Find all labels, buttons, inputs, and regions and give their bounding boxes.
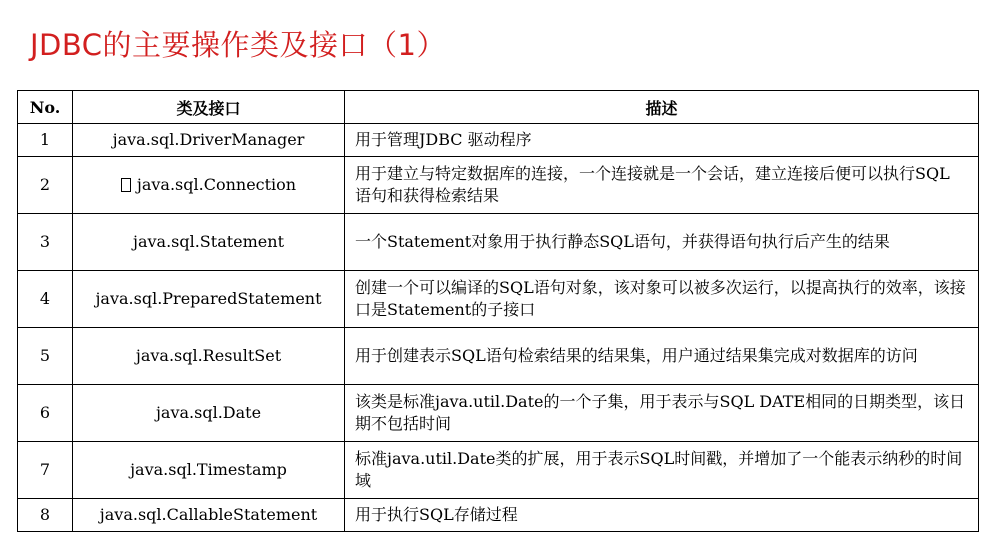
table-row bbox=[18, 328, 979, 385]
row-desc: 该类是标准java.util.Date的一个子集，用于表示与SQL DATE相同的日期类型，该日期不包括时间 bbox=[345, 385, 979, 442]
row-no: 5 bbox=[18, 328, 73, 385]
table-row bbox=[18, 271, 979, 328]
jdbc-api-table bbox=[17, 90, 979, 532]
table-row bbox=[18, 124, 979, 157]
table-header-row bbox=[18, 91, 979, 124]
row-no: 2 bbox=[18, 157, 73, 214]
row-no: 4 bbox=[18, 271, 73, 328]
row-no: 7 bbox=[18, 442, 73, 499]
table-row bbox=[18, 442, 979, 499]
row-desc: 用于执行SQL存储过程 bbox=[345, 499, 979, 532]
row-no: 8 bbox=[18, 499, 73, 532]
row-desc: 用于创建表示SQL语句检索结果的结果集，用户通过结果集完成对数据库的访问 bbox=[345, 328, 979, 385]
row-class: java.sql.Connection bbox=[136, 175, 297, 194]
row-desc: 标准java.util.Date类的扩展，用于表示SQL时间戳，并增加了一个能表示纳秒的时间域 bbox=[345, 442, 979, 499]
row-no: 1 bbox=[18, 124, 73, 157]
header-class: 类及接口 bbox=[73, 91, 345, 124]
row-no: 3 bbox=[18, 214, 73, 271]
row-class: java.sql.Statement bbox=[73, 214, 345, 271]
row-desc: 创建一个可以编译的SQL语句对象，该对象可以被多次运行，以提高执行的效率，该接口是Statement的子接口 bbox=[345, 271, 979, 328]
row-desc: 用于建立与特定数据库的连接，一个连接就是一个会话，建立连接后便可以执行SQL 语句和获得检索结果 bbox=[345, 157, 979, 214]
table-row bbox=[18, 214, 979, 271]
slide-title: JDBC的主要操作类及接口（1） bbox=[30, 28, 446, 62]
row-class-cell bbox=[73, 157, 345, 214]
row-class: java.sql.PreparedStatement bbox=[73, 271, 345, 328]
row-class: java.sql.ResultSet bbox=[73, 328, 345, 385]
table-row bbox=[18, 385, 979, 442]
table-row bbox=[18, 157, 979, 214]
missing-glyph-icon bbox=[121, 178, 131, 192]
row-desc: 用于管理JDBC 驱动程序 bbox=[345, 124, 979, 157]
row-class: java.sql.Date bbox=[73, 385, 345, 442]
header-no: No. bbox=[18, 91, 73, 124]
row-desc: 一个Statement对象用于执行静态SQL语句，并获得语句执行后产生的结果 bbox=[345, 214, 979, 271]
table-row bbox=[18, 499, 979, 532]
header-desc: 描述 bbox=[345, 91, 979, 124]
row-no: 6 bbox=[18, 385, 73, 442]
row-class: java.sql.Timestamp bbox=[73, 442, 345, 499]
row-class: java.sql.DriverManager bbox=[73, 124, 345, 157]
row-class: java.sql.CallableStatement bbox=[73, 499, 345, 532]
